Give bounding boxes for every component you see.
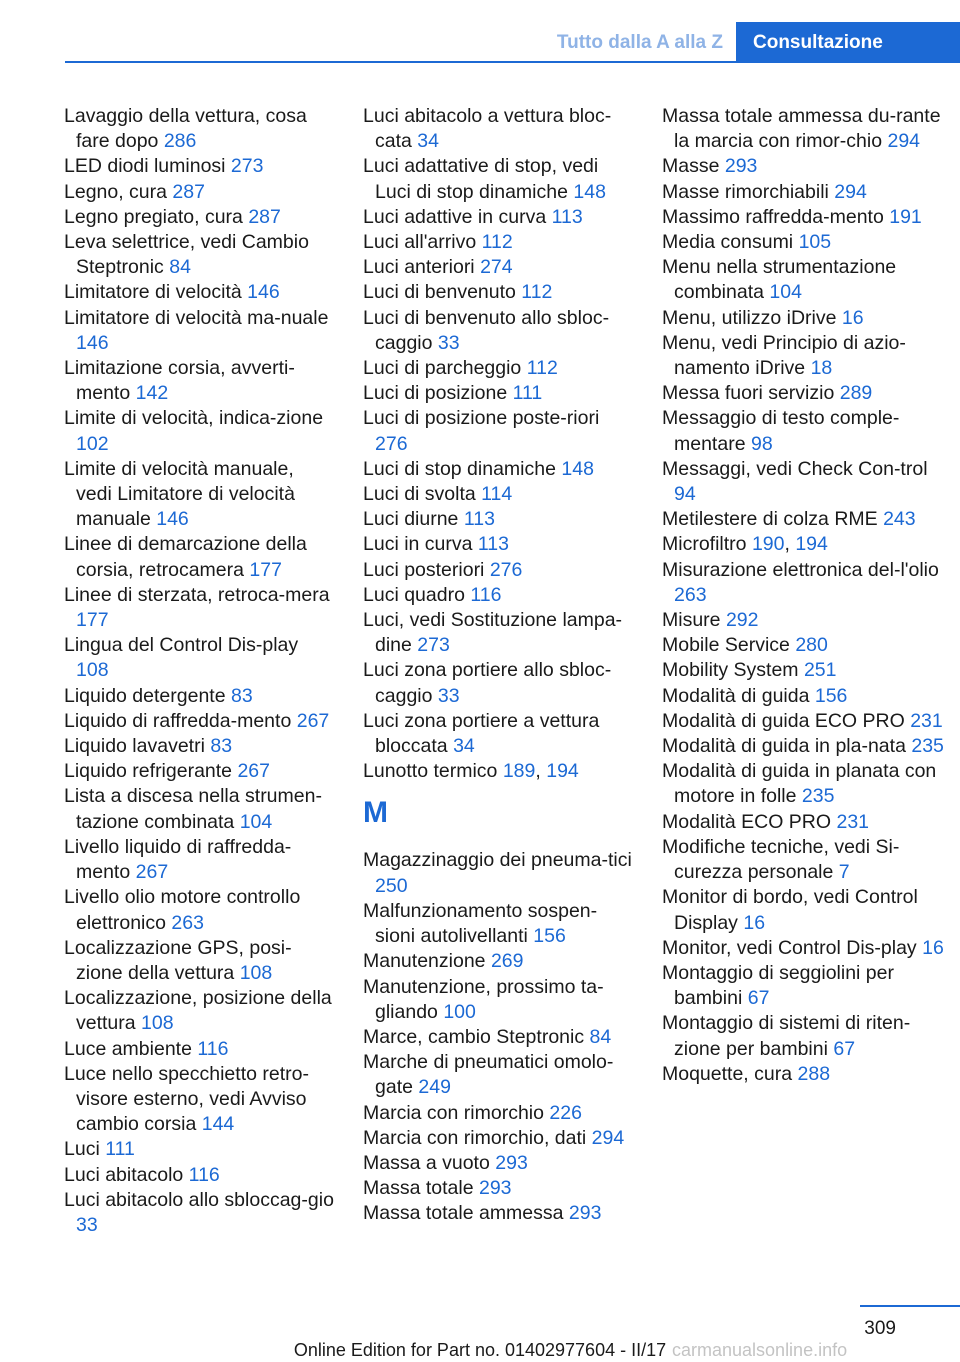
page-reference-link[interactable]: 116 <box>197 1037 229 1060</box>
index-term: Messaggio di testo comple-mentare <box>662 407 900 455</box>
index-term: Linee di sterzata, retroca-mera <box>64 583 330 606</box>
index-term: Limite di velocità, indica-zione <box>64 407 324 430</box>
index-term: Massa a vuoto <box>363 1151 490 1174</box>
index-term: Luci, vedi Sostituzione lampa-dine <box>363 609 623 657</box>
page-reference-link[interactable]: 293 <box>478 1177 512 1200</box>
index-entry <box>662 658 954 683</box>
index-term: Lista a discesa nella strumen-tazione combinata <box>64 785 322 833</box>
page-reference-link[interactable]: 189 <box>502 760 536 783</box>
page-reference-link[interactable]: 113 <box>463 508 495 531</box>
page-reference-link[interactable]: 113 <box>551 205 583 228</box>
index-entry <box>64 356 334 406</box>
index-term: Modalità ECO PRO <box>662 810 832 833</box>
index-entry <box>662 154 954 179</box>
page-reference-link[interactable]: 148 <box>573 180 606 203</box>
index-term: Misure <box>662 609 721 632</box>
index-term: Luce ambiente <box>64 1037 192 1060</box>
index-term: Monitor, vedi Control Dis-play <box>662 936 917 959</box>
page-reference-link[interactable]: 142 <box>135 382 169 405</box>
index-term: Media consumi <box>662 231 794 254</box>
index-term: Moquette, cura <box>662 1062 793 1085</box>
index-entry <box>64 280 334 305</box>
page-reference-link[interactable]: 287 <box>248 205 281 228</box>
index-entry <box>662 230 954 255</box>
page-reference-link[interactable]: 289 <box>839 382 873 405</box>
index-entry <box>662 885 954 935</box>
page-reference-link[interactable]: 191 <box>889 205 922 228</box>
index-term: Liquido di raffredda-mento <box>64 709 292 732</box>
index-term: Luci abitacolo allo sbloccag-gio <box>64 1188 334 1211</box>
index-entry <box>64 532 334 582</box>
page-reference-link[interactable]: 194 <box>546 760 579 783</box>
index-entry <box>662 633 954 658</box>
index-term: Luce nello specchietto retro-visore esterno, vedi Avviso cambio corsia <box>64 1062 309 1136</box>
index-entry <box>64 230 334 280</box>
index-entry <box>363 255 633 280</box>
index-entry <box>64 936 334 986</box>
page-reference-link[interactable]: 267 <box>135 861 169 884</box>
index-term: Luci di posizione <box>363 382 508 405</box>
index-term: Manutenzione, prossimo ta-gliando <box>363 975 604 1023</box>
index-entry <box>363 154 633 204</box>
index-entry <box>662 306 954 331</box>
page-reference-link[interactable]: 294 <box>887 130 921 153</box>
index-entry <box>363 975 633 1025</box>
page-reference-link[interactable]: 293 <box>495 1151 528 1174</box>
index-term: Luci <box>64 1138 100 1161</box>
index-term: Massa totale <box>363 1177 474 1200</box>
index-term: Massa totale ammessa du-rante la marcia con rimor-chio <box>662 105 941 153</box>
index-term: Luci zona portiere a vettura bloccata <box>363 709 600 758</box>
page-reference-link[interactable]: 67 <box>747 987 770 1010</box>
page-reference-link[interactable]: 116 <box>188 1163 220 1186</box>
index-entry <box>662 810 954 835</box>
index-entry <box>662 684 954 709</box>
index-term: Monitor di bordo, vedi Control Display <box>662 886 918 934</box>
index-entry: Microfiltro 190, 194 <box>662 533 828 556</box>
index-term: Luci di benvenuto <box>363 281 516 304</box>
page-reference-link[interactable]: 288 <box>797 1062 831 1085</box>
index-entry <box>662 835 954 885</box>
page-reference-link[interactable]: 34 <box>453 735 475 758</box>
index-entry <box>363 848 633 898</box>
chapter-tab[interactable]: Consultazione <box>736 22 960 62</box>
index-term: Mobility System <box>662 659 799 682</box>
page-reference-link[interactable]: 16 <box>922 936 944 959</box>
index-entry <box>64 734 334 759</box>
index-entry <box>662 734 954 759</box>
index-term: Liquido lavavetri <box>64 735 205 758</box>
page-reference-link[interactable]: 156 <box>533 925 566 948</box>
page-reference-link[interactable]: 267 <box>237 760 270 783</box>
index-entry <box>662 608 954 633</box>
page-reference-link[interactable]: 33 <box>437 331 460 354</box>
index-entry <box>64 457 334 533</box>
index-entry <box>363 230 633 255</box>
index-term: Marcia con rimorchio <box>363 1101 544 1124</box>
index-entry <box>662 205 954 230</box>
index-term: Modalità di guida <box>662 684 810 707</box>
index-entry <box>64 709 334 734</box>
index-term: Modalità di guida in pla-nata <box>662 735 906 758</box>
index-term: Marcia con rimorchio, dati <box>363 1126 587 1149</box>
index-term: Luci anteriori <box>363 256 475 279</box>
index-term: Marce, cambio Steptronic <box>363 1025 585 1048</box>
index-entry <box>363 583 633 608</box>
page-reference-link[interactable]: 235 <box>801 785 835 808</box>
index-entry <box>363 949 633 974</box>
page-reference-link[interactable]: 34 <box>417 130 439 153</box>
index-column-1 <box>64 104 334 1238</box>
page-reference-link[interactable]: 111 <box>512 382 543 405</box>
index-term: Luci posteriori <box>363 558 485 581</box>
index-entry <box>363 306 633 356</box>
index-term: Messaggi, vedi Check Con-trol <box>662 457 928 480</box>
index-term: Luci adattive in curva <box>363 205 547 228</box>
index-term: Leva selettrice, vedi Cambio Steptronic <box>64 231 309 279</box>
index-entry <box>64 1062 334 1138</box>
page-reference-link[interactable]: 104 <box>239 810 273 833</box>
index-term: LED diodi luminosi <box>64 155 226 178</box>
index-entry <box>363 1050 633 1100</box>
index-term: Magazzinaggio dei pneuma-tici <box>363 849 632 872</box>
index-term: Legno, cura <box>64 180 167 203</box>
index-term: Liquido detergente <box>64 684 226 707</box>
index-term: Modalità di guida ECO PRO <box>662 709 905 732</box>
index-term: Montaggio di sistemi di riten-zione per bambini <box>662 1012 911 1060</box>
index-entry <box>64 583 334 633</box>
index-entry <box>64 759 334 784</box>
page-reference-link[interactable]: 16 <box>743 911 766 934</box>
index-term: Misurazione elettronica del-l'olio <box>662 558 939 581</box>
index-term: Luci adattative di stop, vedi Luci di stop dinamiche <box>363 155 599 203</box>
page-reference-link[interactable]: 293 <box>724 155 758 178</box>
index-term: Luci all'arrivo <box>363 231 477 254</box>
index-entry <box>363 709 633 759</box>
index-term: Metilestere di colza RME <box>662 508 878 531</box>
index-term: Luci di stop dinamiche <box>363 457 556 480</box>
page-reference-link[interactable]: 194 <box>795 533 828 556</box>
index-entry <box>662 558 954 608</box>
index-entry <box>64 406 334 456</box>
page-reference-link[interactable]: 84 <box>589 1025 612 1048</box>
index-term: Liquido refrigerante <box>64 760 233 783</box>
page-reference-link[interactable]: 108 <box>239 961 273 984</box>
page-reference-link[interactable]: 33 <box>437 684 460 707</box>
index-entry <box>662 180 954 205</box>
page-reference-link[interactable]: 144 <box>201 1113 235 1136</box>
index-term: Luci in curva <box>363 533 473 556</box>
index-term: Limitatore di velocità ma-nuale <box>64 306 329 329</box>
page-reference-link[interactable]: 263 <box>171 911 204 934</box>
index-term: Manutenzione <box>363 950 486 973</box>
index-entry <box>363 1101 633 1126</box>
page-reference-link[interactable]: 84 <box>169 256 191 279</box>
index-term: Livello olio motore controllo elettronico <box>64 886 301 934</box>
page-reference-link[interactable]: 33 <box>76 1213 98 1236</box>
page-reference-link[interactable]: 226 <box>549 1101 582 1124</box>
index-term: Legno pregiato, cura <box>64 205 243 228</box>
index-entry <box>363 406 633 456</box>
index-term: Luci di posizione poste-riori <box>363 407 600 430</box>
index-entry <box>64 784 334 834</box>
index-term: Luci di svolta <box>363 483 476 506</box>
page-reference-link[interactable]: 108 <box>76 659 109 682</box>
index-entry <box>662 104 954 154</box>
page-reference-link[interactable]: 286 <box>163 130 197 153</box>
page-reference-link[interactable]: 231 <box>910 709 943 732</box>
index-entry <box>64 154 334 179</box>
page-reference-link[interactable]: 235 <box>911 735 944 758</box>
index-entry <box>662 1011 954 1061</box>
watermark: carmanualsonline.info <box>672 1340 848 1360</box>
page-reference-link[interactable]: 273 <box>417 634 450 657</box>
page-reference-link[interactable]: 287 <box>172 180 205 203</box>
page-reference-link[interactable]: 112 <box>481 231 513 254</box>
index-term: Lunotto termico <box>363 760 498 783</box>
index-entry <box>64 885 334 935</box>
index-entry <box>64 633 334 683</box>
page-reference-link[interactable]: 250 <box>375 874 408 897</box>
index-term: Masse rimorchiabili <box>662 180 829 203</box>
index-entry <box>363 356 633 381</box>
page-reference-link[interactable]: 18 <box>810 357 833 380</box>
index-entry <box>363 558 633 583</box>
page-reference-link[interactable]: 276 <box>375 432 408 455</box>
index-entry <box>363 457 633 482</box>
page-reference-link[interactable]: 94 <box>674 483 696 506</box>
index-entry <box>363 899 633 949</box>
page-reference-link[interactable]: 231 <box>836 810 870 833</box>
page-reference-link[interactable]: 111 <box>105 1138 135 1161</box>
index-term: Lavaggio della vettura, cosa fare dopo <box>64 105 307 153</box>
edition-note: Online Edition for Part no. 01402977604 - II/17 <box>293 1340 667 1360</box>
index-term: Livello liquido di raffredda-mento <box>64 835 292 884</box>
page-reference-link[interactable]: 251 <box>803 659 837 682</box>
page-number: 309 <box>864 1318 896 1339</box>
index-term: Luci zona portiere allo sbloc-caggio <box>363 659 612 707</box>
page-reference-link[interactable]: 104 <box>769 281 802 304</box>
index-entry <box>363 205 633 230</box>
page-reference-link[interactable]: 156 <box>814 684 848 707</box>
index-term: Masse <box>662 155 720 178</box>
index-term: Mobile Service <box>662 634 790 657</box>
page-reference-link[interactable]: 102 <box>76 432 109 455</box>
page-reference-link[interactable]: 267 <box>296 709 330 732</box>
index-entry <box>363 1025 633 1050</box>
page-reference-link[interactable]: 108 <box>141 1012 174 1035</box>
page-reference-link[interactable]: 146 <box>156 508 189 531</box>
page-reference-link[interactable]: 114 <box>481 483 513 506</box>
page-reference-link[interactable]: 7 <box>838 861 850 884</box>
index-entry <box>64 986 334 1036</box>
index-term: Limitatore di velocità <box>64 281 242 304</box>
page-reference-link[interactable]: 249 <box>418 1076 451 1099</box>
page-reference-link[interactable]: 274 <box>480 256 513 279</box>
page-reference-link[interactable]: 263 <box>674 583 707 606</box>
index-term: Luci di benvenuto allo sbloc-caggio <box>363 306 610 354</box>
index-entry <box>64 684 334 709</box>
index-term: Malfunzionamento sospen-sioni autolivellanti <box>363 899 598 948</box>
index-entry <box>363 1176 633 1201</box>
page-reference-link[interactable]: 67 <box>833 1037 856 1060</box>
page-reference-link[interactable]: 148 <box>561 457 594 480</box>
index-term: Luci diurne <box>363 508 459 531</box>
index-term: Luci quadro <box>363 583 465 606</box>
index-entry <box>64 180 334 205</box>
index-column-3 <box>662 104 954 1087</box>
page-reference-link[interactable]: 146 <box>247 281 280 304</box>
index-term: Messa fuori servizio <box>662 382 835 405</box>
page-reference-link[interactable]: 98 <box>750 432 773 455</box>
index-entry <box>64 1163 334 1188</box>
page-reference-link[interactable]: 294 <box>834 180 867 203</box>
index-entry <box>64 835 334 885</box>
index-entry <box>662 759 954 809</box>
page-reference-link[interactable]: 190 <box>751 533 785 556</box>
index-entry: Lunotto termico 189, 194 <box>363 760 579 783</box>
page-reference-link[interactable]: 292 <box>725 609 759 632</box>
index-entry <box>363 104 633 154</box>
index-entry <box>662 936 954 961</box>
index-entry <box>363 658 633 708</box>
section-title: Tutto dalla A alla Z <box>556 32 723 53</box>
index-entry <box>662 457 954 507</box>
index-entry <box>363 1126 633 1151</box>
index-term: Limite di velocità manuale, vedi Limitatore di velocità manuale <box>64 457 295 531</box>
index-entry <box>363 482 633 507</box>
index-entry <box>64 205 334 230</box>
index-term: Luci abitacolo <box>64 1163 184 1186</box>
page-reference-link[interactable]: 280 <box>795 634 828 657</box>
index-column-2 <box>363 104 633 1227</box>
index-term: Luci abitacolo a vettura bloc-cata <box>363 105 612 153</box>
index-letter-heading: M <box>363 796 388 830</box>
index-entry <box>64 1037 334 1062</box>
page-reference-link[interactable]: 293 <box>568 1202 602 1225</box>
index-entry <box>64 1137 334 1162</box>
page-reference-link[interactable]: 273 <box>230 155 264 178</box>
page-reference-link[interactable]: 269 <box>490 950 524 973</box>
index-term: Marche di pneumatici omolo-gate <box>363 1051 614 1099</box>
index-entry <box>662 255 954 305</box>
index-entry <box>662 961 954 1011</box>
index-term: Linee di demarcazione della corsia, retrocamera <box>64 533 307 581</box>
index-entry <box>363 1151 633 1176</box>
page-reference-link[interactable]: 105 <box>798 231 832 254</box>
page-reference-link[interactable]: 83 <box>210 735 233 758</box>
index-entry <box>363 381 633 406</box>
index-term: Montaggio di seggiolini per bambini <box>662 961 894 1010</box>
index-entry <box>363 532 633 557</box>
index-entry <box>662 1062 954 1087</box>
index-entry <box>363 507 633 532</box>
index-entry <box>363 608 633 658</box>
index-entry <box>662 381 954 406</box>
page-reference-link[interactable]: 100 <box>443 1000 476 1023</box>
index-term: Menu, utilizzo iDrive <box>662 306 837 329</box>
index-term: Menu nella strumentazione combinata <box>662 256 897 304</box>
page-reference-link[interactable]: 276 <box>489 558 523 581</box>
page-reference-link[interactable]: 243 <box>883 508 916 531</box>
footer-rule <box>860 1305 960 1307</box>
page-reference-link[interactable]: 294 <box>591 1126 625 1149</box>
index-entry <box>64 306 334 356</box>
page-reference-link[interactable]: 112 <box>526 357 558 380</box>
page-reference-link[interactable]: 112 <box>521 281 553 304</box>
index-entry <box>662 507 954 532</box>
page-reference-link[interactable]: 83 <box>230 684 253 707</box>
index-entry <box>64 104 334 154</box>
page-reference-link[interactable]: 113 <box>477 533 509 556</box>
page-reference-link[interactable]: 116 <box>470 583 502 606</box>
index-term: Massimo raffredda-mento <box>662 205 884 228</box>
page-reference-link[interactable]: 16 <box>841 306 864 329</box>
page-reference-link[interactable]: 146 <box>76 331 109 354</box>
index-term: Lingua del Control Dis-play <box>64 634 299 657</box>
index-term: Localizzazione, posizione della vettura <box>64 987 332 1035</box>
page-reference-link[interactable]: 177 <box>76 609 109 632</box>
index-entry <box>363 280 633 305</box>
index-entry <box>662 406 954 456</box>
index-entry <box>363 1201 633 1226</box>
index-term: Modifiche tecniche, vedi Si-curezza personale <box>662 835 900 884</box>
page-reference-link[interactable]: 177 <box>249 558 282 581</box>
index-term: Massa totale ammessa <box>363 1202 564 1225</box>
index-term: Limitazione corsia, avverti-mento <box>64 357 295 405</box>
index-entry <box>662 709 954 734</box>
index-entry <box>662 331 954 381</box>
index-term: Microfiltro <box>662 533 747 556</box>
index-term: Menu, vedi Principio di azio-namento iDrive <box>662 331 906 380</box>
index-term: Localizzazione GPS, posi-zione della vettura <box>64 936 292 984</box>
index-entry <box>64 1188 334 1238</box>
index-term: Modalità di guida in planata con motore in folle <box>662 760 937 808</box>
index-term: Luci di parcheggio <box>363 357 522 380</box>
